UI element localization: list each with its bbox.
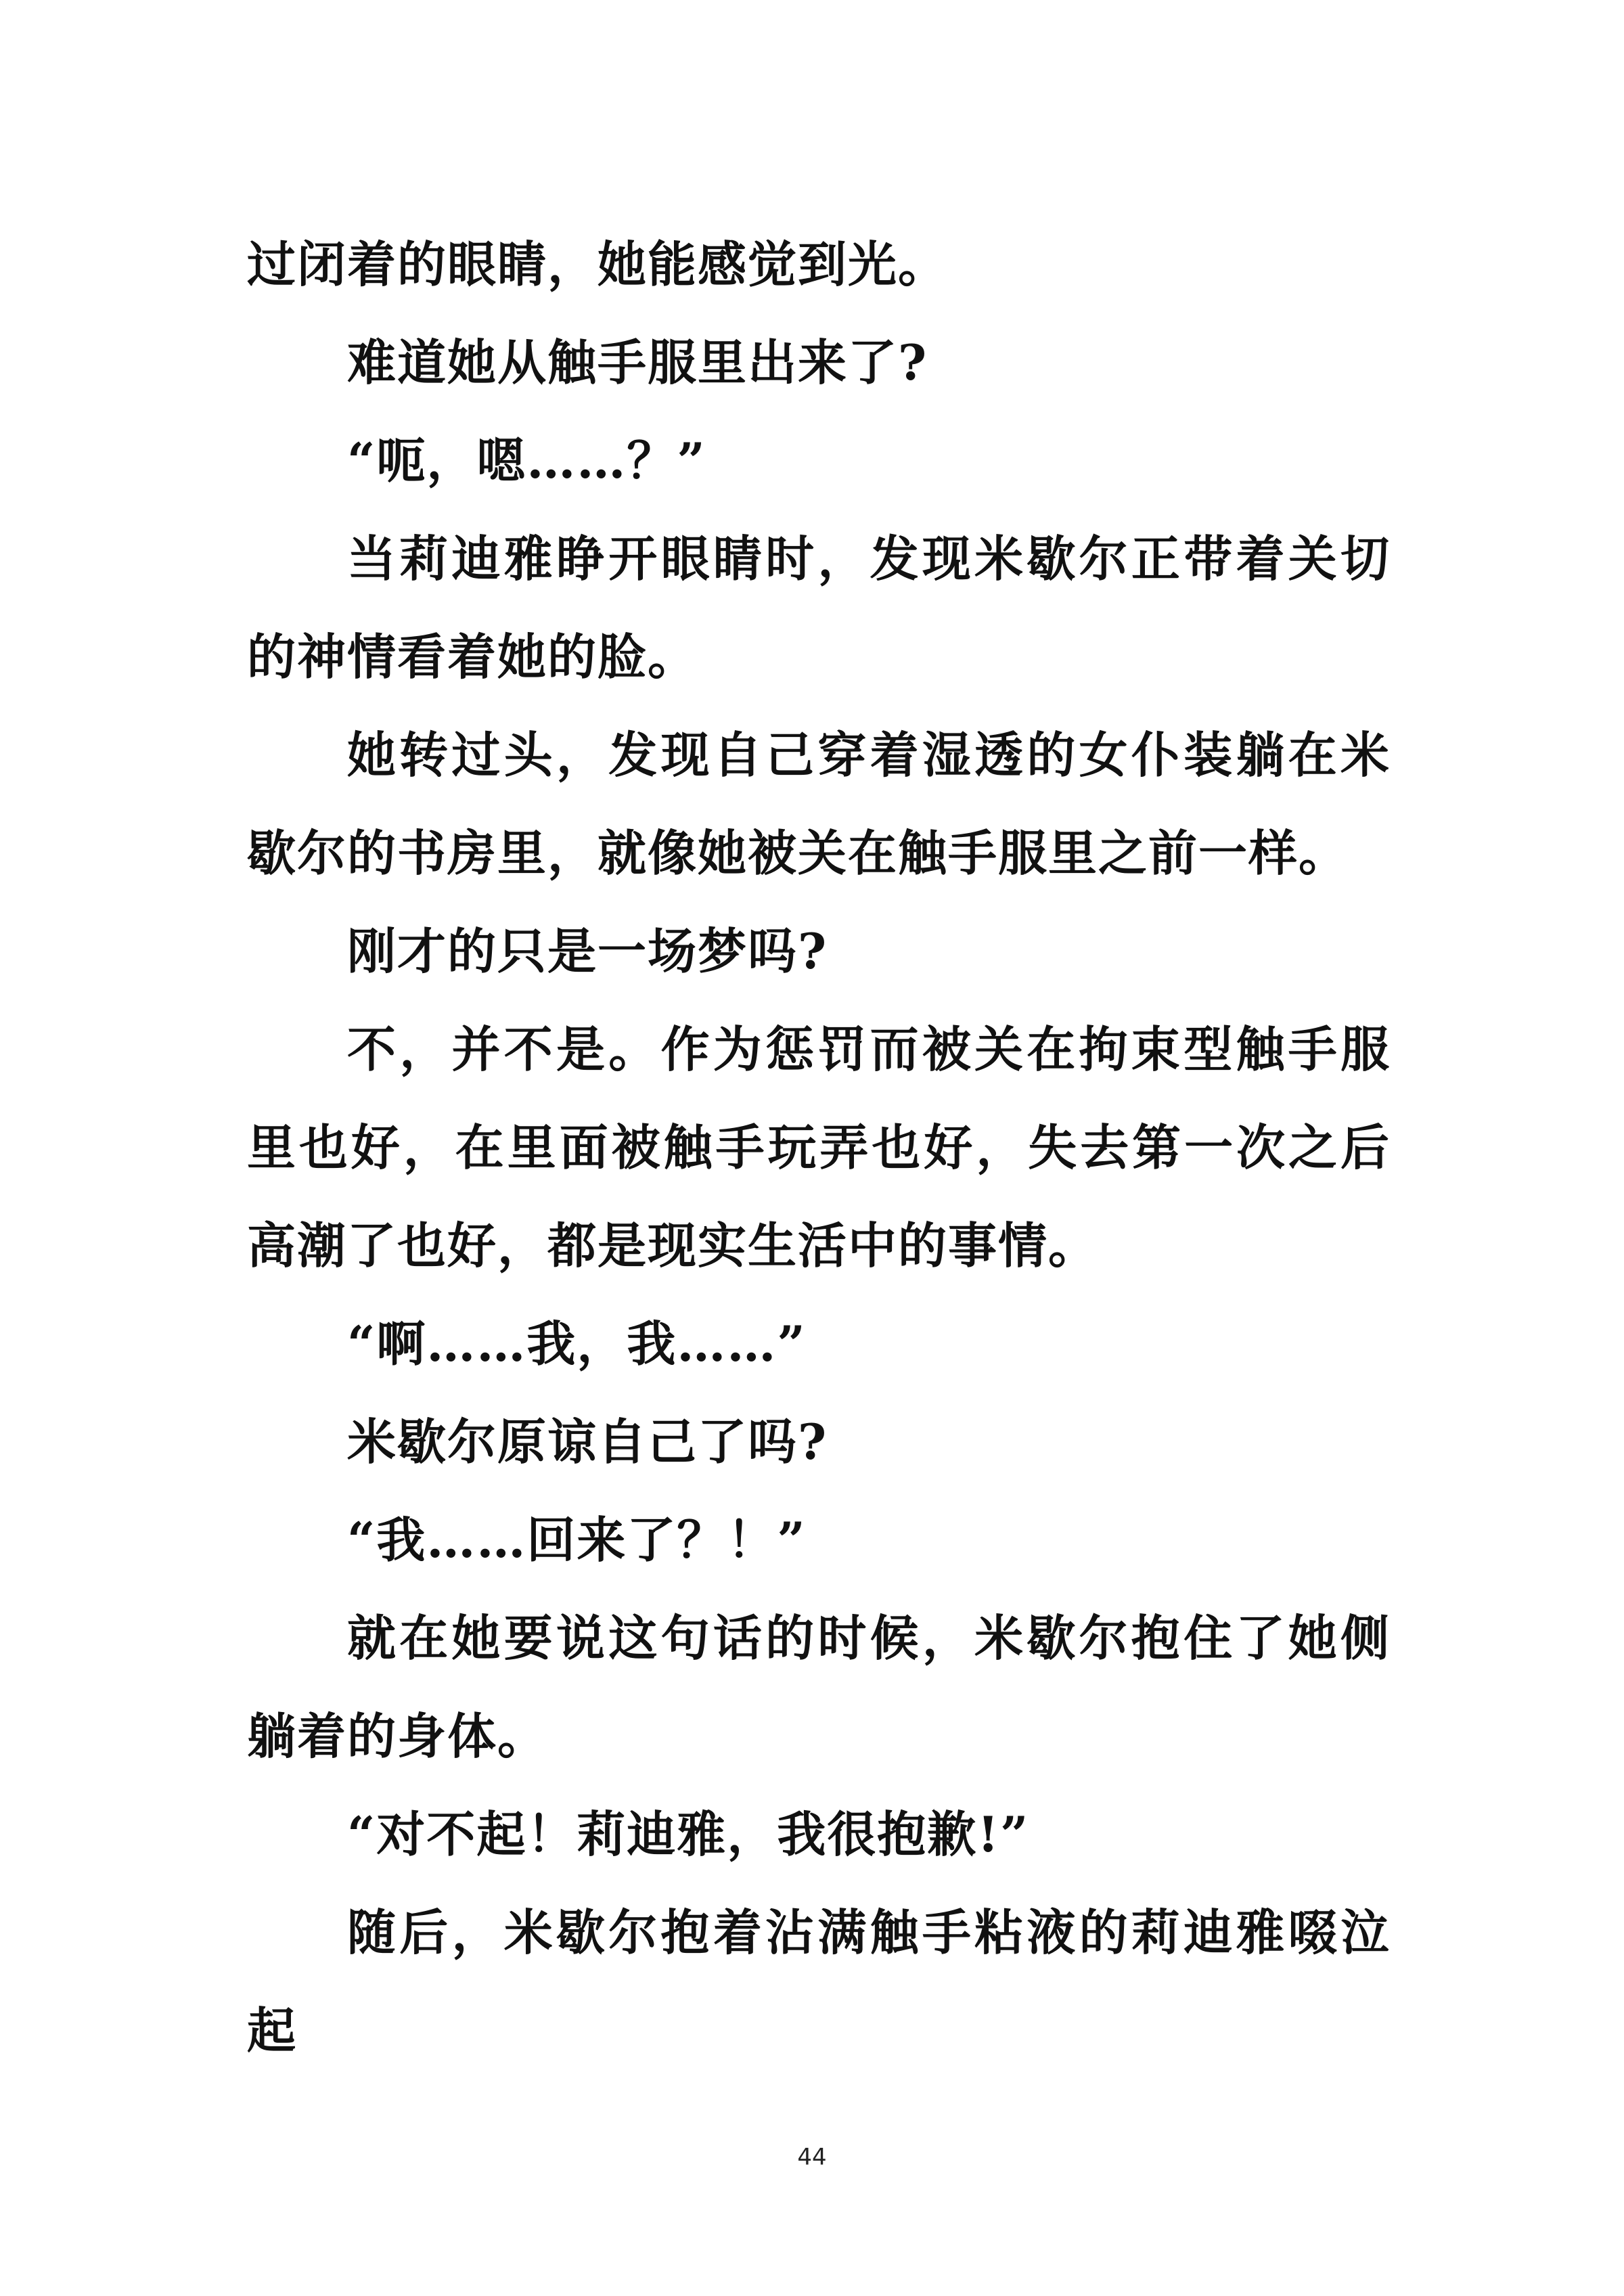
paragraph: 刚才的只是一场梦吗?	[347, 922, 828, 980]
paragraph: 她转过头，发现自己穿着湿透的女仆装躺在米歇尔的书房里，就像她被关在触手服里之前一样。	[247, 726, 1391, 882]
paragraph: “我……回来了？！”	[347, 1511, 807, 1569]
body-text	[247, 215, 1391, 2079]
paragraph: 就在她要说这句话的时候，米歇尔抱住了她侧躺着的身体。	[247, 1609, 1391, 1765]
paragraph: 不，并不是。作为惩罚而被关在拘束型触手服里也好，在里面被触手玩弄也好，失去第一次之后高潮了也好，都是现实生活中的事情。	[247, 1020, 1391, 1274]
paragraph: 米歇尔原谅自己了吗?	[347, 1413, 828, 1470]
paragraph: “呃，嗯……？”	[347, 432, 706, 489]
page-number: 44	[797, 2144, 827, 2171]
paragraph: 过闭着的眼睛，她能感觉到光。	[247, 235, 949, 293]
paragraph: “啊……我，我……”	[347, 1315, 807, 1372]
paragraph: “对不起！莉迪雅，我很抱歉!”	[347, 1805, 1030, 1863]
paragraph: 随后，米歇尔抱着沾满触手粘液的莉迪雅啜泣起	[247, 1904, 1391, 2059]
paragraph: 难道她从触手服里出来了?	[347, 334, 928, 391]
paragraph: 当莉迪雅睁开眼睛时，发现米歇尔正带着关切的神情看着她的脸。	[247, 530, 1391, 685]
